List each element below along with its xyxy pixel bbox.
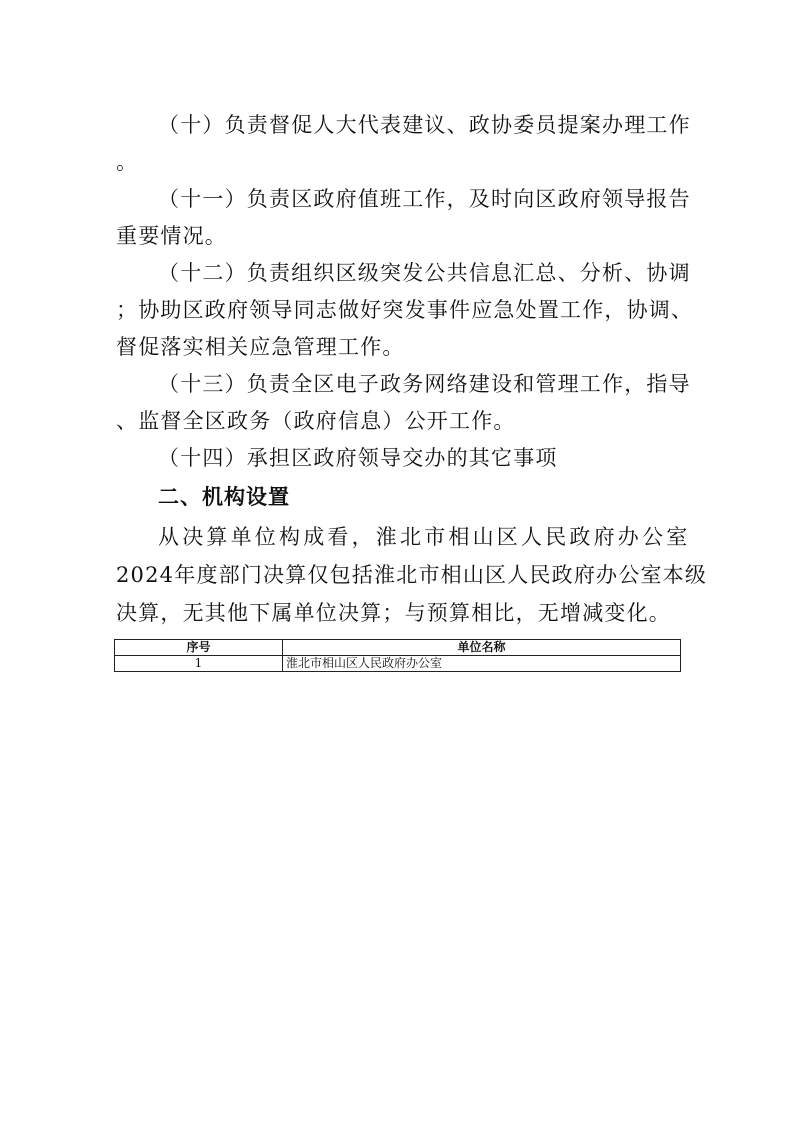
paragraph-10-line-1: （十）负责督促人大代表建议、政协委员提案办理工作 [158,113,691,137]
table-cell-unit-name: 淮北市相山区人民政府办公室 [283,656,681,672]
paragraph-12-line-2: ；协助区政府领导同志做好突发事件应急处置工作，协调、 [116,298,694,322]
paragraph-13-line-1: （十三）负责全区电子政务网络建设和管理工作，指导 [158,372,691,396]
section-paragraph-line-2: 2024年度部门决算仅包括淮北市相山区人民政府办公室本级 [116,563,708,587]
paragraph-11-line-1: （十一）负责区政府值班工作，及时向区政府领导报告 [158,187,691,211]
table-row [115,656,681,672]
paragraph-11-line-2: 重要情况。 [116,224,227,248]
paragraph-13-line-2: 、监督全区政务（政府信息）公开工作。 [116,409,516,433]
unit-table [114,639,681,672]
section-paragraph-line-1: 从决算单位构成看，淮北市相山区人民政府办公室 [158,525,691,549]
paragraph-12-line-1: （十二）负责组织区级突发公共信息汇总、分析、协调 [158,261,691,285]
section-paragraph-line-3: 决算，无其他下属单位决算；与预算相比，无增减变化。 [116,601,671,625]
paragraph-12-line-3: 督促落实相关应急管理工作。 [116,335,405,359]
paragraph-14-line-1: （十四）承担区政府领导交办的其它事项 [158,446,558,470]
table-header-index: 序号 [115,640,283,656]
table-cell-index: 1 [115,656,283,672]
section-heading: 二、机构设置 [158,485,290,509]
table-header-row [115,640,681,656]
paragraph-10-line-2: 。 [116,150,139,174]
table-header-unit-name: 单位名称 [283,640,681,656]
